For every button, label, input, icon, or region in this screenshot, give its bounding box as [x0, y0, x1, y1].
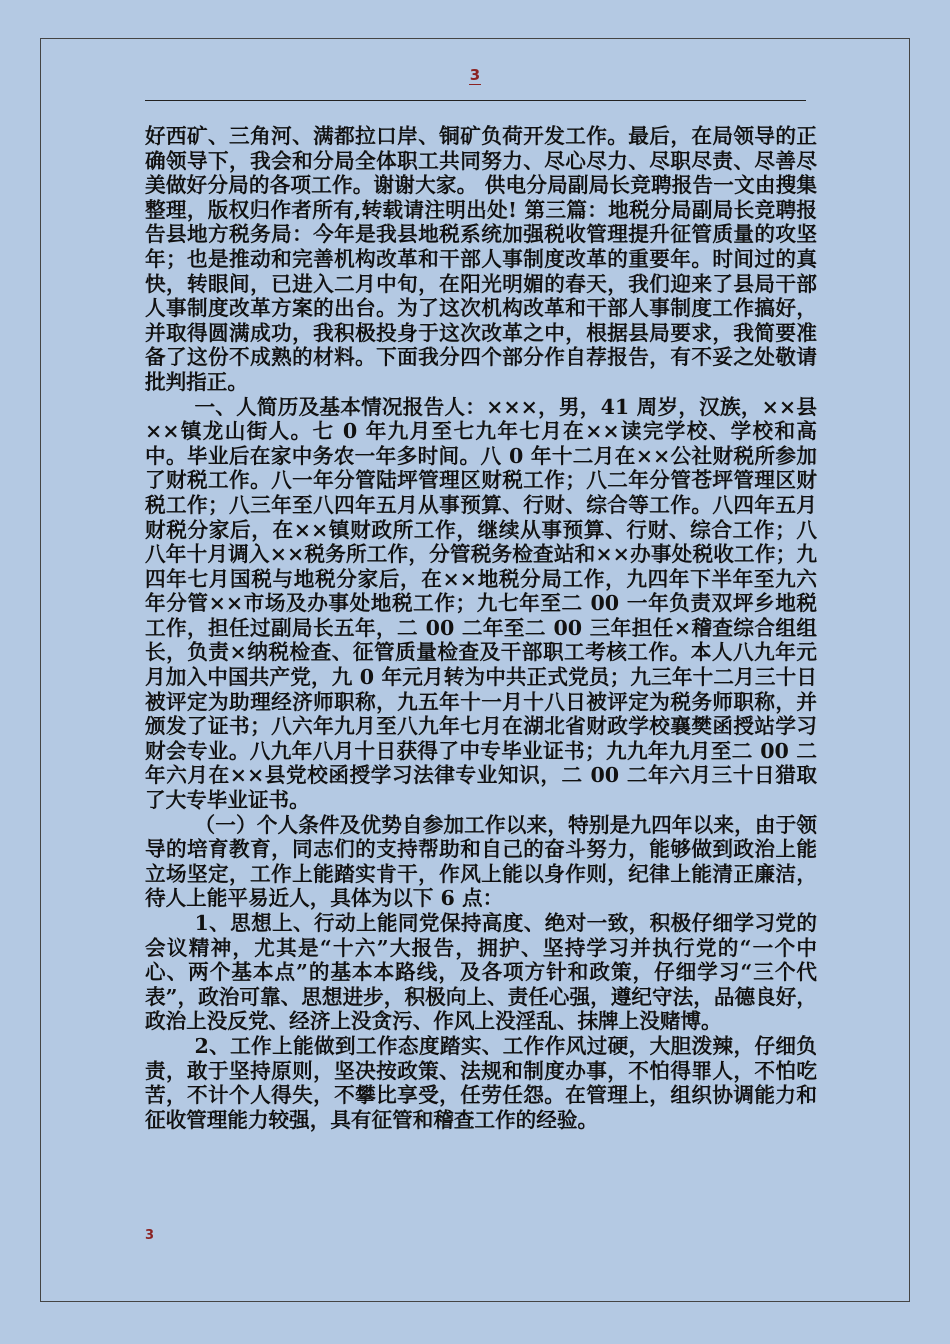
header-rule	[145, 100, 806, 101]
paragraph-resume: 一、人简历及基本情况报告人：×××，男，41 周岁，汉族，××县××镇龙山街人。七 0 年九月至七九年七月在××读完学校、学校和高中。毕业后在家中务农一年多时间。八 0 年十二月在××公社财税所参加了财税工作。八一年分管陆坪管理区财税工作；八二年分管苍坪管理区财税工作；八三年至八四年五月从事预算、行财、综合等工作。八四年五月财税分家后，在××镇财政所工作，继续从事预算、行财、综合工作；八八年十月调入××税务所工作，分管税务检查站和××办事处税收工作；九四年七月国税与地税分家后，在××地税分局工作，九四年下半年至九六年分管××市场及办事处地税工作；九七年至二 00 一年负责双坪乡地税工作，担任过副局长五年，二 00 二年至二 00 三年担任×稽查综合组组长，负责×纳税检查、征管质量检查及干部职工考核工作。本人八九年元月加入中国共产党，九 0 年元月转为中共正式党员；九三年十二月三十日被评定为助理经济师职称，九五年十一月十八日被评定为税务师职称，并颁发了证书；八六年九月至八九年七月在湖北省财政学校襄樊函授站学习财会专业。八九年八月十日获得了中专毕业证书；九九年九月至二 00 二年六月在××县党校函授学习法律专业知识，二 00 二年六月三十日猎取了大专毕业证书。	[145, 394, 817, 813]
footer-page-number: 3	[145, 1228, 155, 1243]
paragraph-conditions: （一）个人条件及优势自参加工作以来，特别是九四年以来，由于领导的培育教育，同志们的支持帮助和自己的奋斗努力，能够做到政治上能立场坚定，工作上能踏实肯干，作风上能以身作则，纪律上能清正廉洁，待人上能平易近人，具体为以下 6 点：	[145, 812, 817, 911]
document-body	[145, 124, 817, 1132]
paragraph-point-2: 2、工作上能做到工作态度踏实、工作作风过硬，大胆泼辣，仔细负责，敢于坚持原则，坚决按政策、法规和制度办事，不怕得罪人，不怕吃苦，不计个人得失，不攀比享受，任劳任怨。在管理上，组织协调能力和征收管理能力较强，具有征管和稽查工作的经验。	[145, 1033, 817, 1132]
header-page-number-text: 3	[469, 66, 481, 84]
paragraph-intro: 好西矿、三角河、满都拉口岸、铜矿负荷开发工作。最后，在局领导的正确领导下，我会和分局全体职工共同努力、尽心尽力、尽职尽责、尽善尽美做好分局的各项工作。谢谢大家。 供电分局副局长竞聘报告一文由搜集整理，版权归作者所有,转载请注明出处! 第三篇：地税分局副局长竞聘报告县地方税务局：今年是我县地税系统加强税收管理提升征管质量的攻坚年；也是推动和完善机构改革和干部人事制度改革的重要年。时间过的真快，转眼间，已进入二月中旬，在阳光明媚的春天，我们迎来了县局干部人事制度改革方案的出台。为了这次机构改革和干部人事制度工作搞好，并取得圆满成功，我积极投身于这次改革之中，根据县局要求，我简要准备了这份不成熟的材料。下面我分四个部分作自荐报告，有不妥之处敬请批判指正。	[145, 124, 817, 394]
paragraph-point-1: 1、思想上、行动上能同党保持高度、绝对一致，积极仔细学习党的会议精神，尤其是“十六”大报告，拥护、坚持学习并执行党的“一个中心、两个基本点”的基本本路线，及各项方针和政策，仔细学习“三个代表”，政治可靠、思想进步，积极向上、责任心强，遵纪守法，品德良好，政治上没反党、经济上没贪污、作风上没淫乱、抹牌上没赌博。	[145, 911, 817, 1034]
header-page-number	[0, 66, 950, 84]
